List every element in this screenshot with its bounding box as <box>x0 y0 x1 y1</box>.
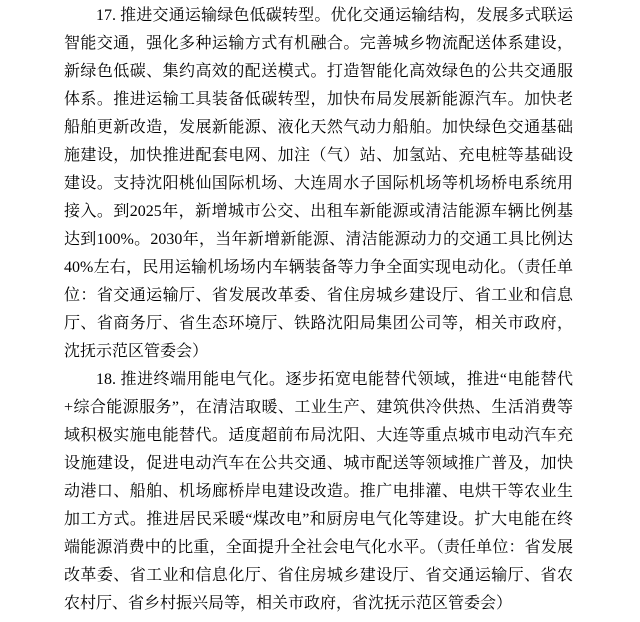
text-line: 船舶更新改造，发展新能源、液化天然气动力船舶。加快绿色交通基础 <box>64 119 573 136</box>
text-line: 沈抚示范区管委会） <box>64 343 209 360</box>
text-line: 改革委、省工业和信息化厅、省住房城乡建设厅、省交通运输厅、省农 <box>64 567 573 584</box>
document-body <box>64 2 573 618</box>
text-line: 达到100%。2030年，当年新增新能源、清洁能源动力的交通工具比例达 <box>64 231 573 248</box>
text-line: 端能源消费中的比重，全面提升全社会电气化水平。（责任单位：省发展 <box>64 539 573 556</box>
text-line: +综合能源服务”，在清洁取暖、工业生产、建筑供冷供热、生活消费等 <box>64 399 573 416</box>
text-line: 动港口、船舶、机场廊桥岸电建设改造。推广电排灌、电烘干等农业生 <box>64 483 573 500</box>
text-line: 40%左右，民用运输机场场内车辆装备等力争全面实现电动化。（责任单 <box>64 259 573 276</box>
text-line: 加工方式。推进居民采暖“煤改电”和厨房电气化等建设。扩大电能在终 <box>64 511 573 528</box>
text-line: 建设。支持沈阳桃仙国际机场、大连周水子国际机场等机场桥电系统用 <box>64 175 573 192</box>
text-line: 智能交通，强化多种运输方式有机融合。完善城乡物流配送体系建设， <box>64 35 573 52</box>
text-line: 施建设，加快推进配套电网、加注（气）站、加氢站、充电桩等基础设 <box>64 147 573 164</box>
text-line: 厅、省商务厅、省生态环境厅、铁路沈阳局集团公司等，相关市政府， <box>64 315 573 332</box>
text-line: 新绿色低碳、集约高效的配送模式。打造智能化高效绿色的公共交通服 <box>64 63 573 80</box>
text-line: 17. 推进交通运输绿色低碳转型。优化交通运输结构，发展多式联运 <box>96 7 573 24</box>
text-line: 体系。推进运输工具装备低碳转型，加快布局发展新能源汽车。加快老 <box>64 91 573 108</box>
paragraph <box>64 366 573 618</box>
text-line: 农村厅、省乡村振兴局等，相关市政府，省沈抚示范区管委会） <box>64 595 513 612</box>
text-line: 域积极实施电能替代。适度超前布局沈阳、大连等重点城市电动汽车充 <box>64 427 573 444</box>
paragraph <box>64 2 573 366</box>
text-line: 位：省交通运输厅、省发展改革委、省住房城乡建设厅、省工业和信息 <box>64 287 573 304</box>
text-line: 设施建设，促进电动汽车在公共交通、城市配送等领域推广普及，加快 <box>64 455 573 472</box>
text-line: 18. 推进终端用能电气化。逐步拓宽电能替代领域，推进“电能替代 <box>96 371 573 388</box>
text-line: 接入。到2025年，新增城市公交、出租车新能源或清洁能源车辆比例基 <box>64 203 573 220</box>
